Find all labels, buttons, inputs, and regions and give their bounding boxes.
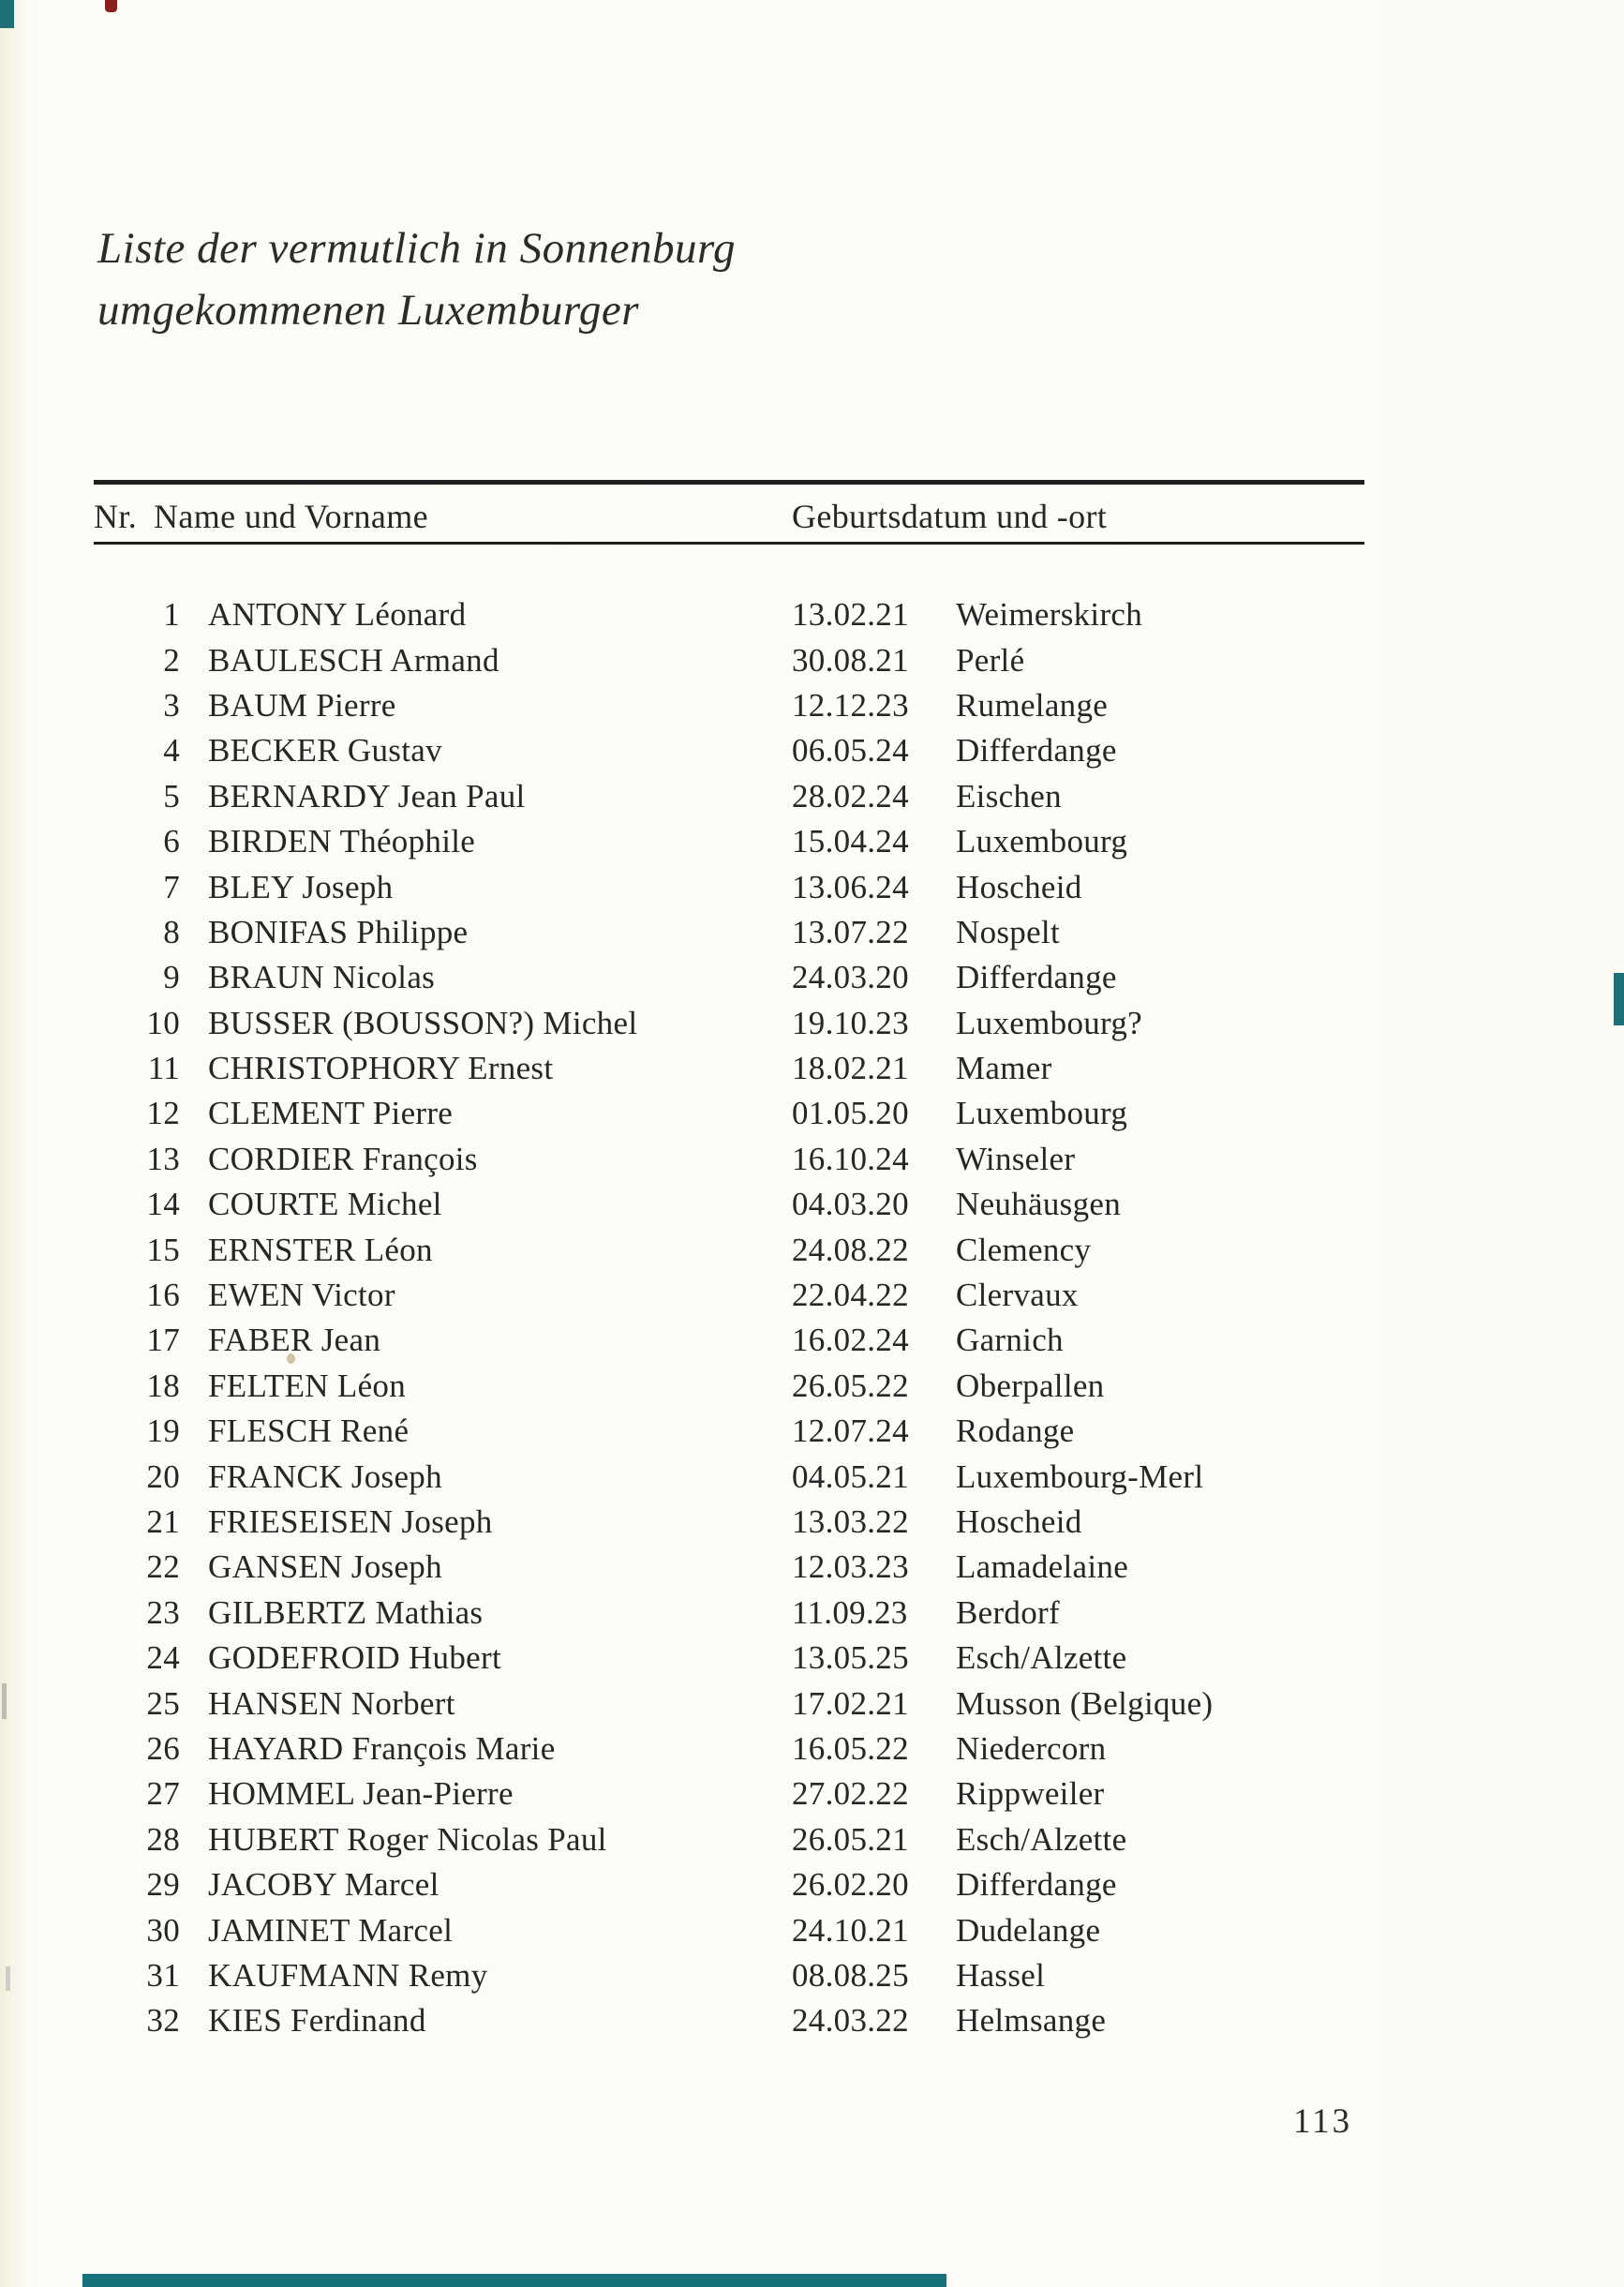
row-number: 32 <box>146 2002 180 2040</box>
row-name: ERNSTER Léon <box>208 1231 433 1268</box>
table-rule-top <box>94 480 1364 485</box>
row-birthplace: Rippweiler <box>956 1775 1105 1813</box>
table-row <box>94 1318 1364 1363</box>
row-birthdate: 30.08.21 <box>792 641 909 679</box>
row-birthplace: Garnich <box>956 1322 1064 1359</box>
scan-artifact-red-speck <box>105 0 117 12</box>
row-name: BERNARDY Jean Paul <box>208 777 526 815</box>
row-birthdate: 26.02.20 <box>792 1866 909 1904</box>
row-number: 7 <box>163 868 180 905</box>
row-number: 22 <box>146 1548 180 1586</box>
scan-artifact-left-gray <box>2 1683 7 1719</box>
table-row <box>94 1001 1364 1046</box>
page-number: 113 <box>1293 2102 1353 2141</box>
row-birthdate: 24.03.20 <box>792 959 909 996</box>
row-name: CHRISTOPHORY Ernest <box>208 1050 554 1087</box>
row-number: 21 <box>146 1503 180 1540</box>
row-name: BAULESCH Armand <box>208 641 499 679</box>
row-birthdate: 16.10.24 <box>792 1140 909 1177</box>
row-number: 23 <box>146 1593 180 1631</box>
row-birthplace: Esch/Alzette <box>956 1639 1127 1677</box>
table-row <box>94 1182 1364 1227</box>
table-row <box>94 1454 1364 1499</box>
row-number: 20 <box>146 1457 180 1495</box>
row-birthplace: Hoscheid <box>956 868 1082 905</box>
row-number: 31 <box>146 1956 180 1994</box>
row-name: EWEN Victor <box>208 1277 395 1314</box>
row-birthplace: Esch/Alzette <box>956 1820 1127 1858</box>
row-number: 12 <box>146 1095 180 1132</box>
table-row <box>94 910 1364 955</box>
row-number: 4 <box>163 732 180 770</box>
table-row <box>94 1726 1364 1771</box>
row-name: HOMMEL Jean-Pierre <box>208 1775 514 1813</box>
row-birthplace: Berdorf <box>956 1593 1060 1631</box>
table-row <box>94 1817 1364 1862</box>
column-header-nr: Nr. <box>94 498 138 535</box>
row-name: KAUFMANN Remy <box>208 1956 488 1994</box>
row-birthplace: Perlé <box>956 641 1025 679</box>
row-number: 6 <box>163 823 180 860</box>
row-number: 24 <box>146 1639 180 1677</box>
scan-artifact-bottom-teal-band <box>82 2274 946 2287</box>
row-birthplace: Dudelange <box>956 1911 1101 1949</box>
row-birthdate: 24.03.22 <box>792 2002 909 2040</box>
table-row <box>94 637 1364 682</box>
table-row <box>94 1227 1364 1272</box>
row-birthplace: Hassel <box>956 1956 1046 1994</box>
row-name: HUBERT Roger Nicolas Paul <box>208 1820 607 1858</box>
row-birthdate: 13.03.22 <box>792 1503 909 1540</box>
row-birthdate: 13.07.22 <box>792 913 909 950</box>
row-birthplace: Oberpallen <box>956 1367 1105 1404</box>
row-birthdate: 12.03.23 <box>792 1548 909 1586</box>
table-header-row <box>94 495 1364 538</box>
row-name: GILBERTZ Mathias <box>208 1593 484 1631</box>
row-number: 1 <box>163 596 180 634</box>
row-number: 26 <box>146 1729 180 1767</box>
table-row <box>94 592 1364 637</box>
row-number: 14 <box>146 1186 180 1223</box>
row-birthdate: 01.05.20 <box>792 1095 909 1132</box>
row-birthplace: Luxembourg <box>956 1095 1128 1132</box>
table-row <box>94 1500 1364 1545</box>
table-row <box>94 1681 1364 1726</box>
row-number: 25 <box>146 1684 180 1722</box>
row-name: FRANCK Joseph <box>208 1457 442 1495</box>
row-birthplace: Differdange <box>956 1866 1117 1904</box>
table-row <box>94 1907 1364 1952</box>
row-name: GODEFROID Hubert <box>208 1639 501 1677</box>
row-birthdate: 04.05.21 <box>792 1457 909 1495</box>
row-birthdate: 13.06.24 <box>792 868 909 905</box>
row-name: CORDIER François <box>208 1140 478 1177</box>
table-row <box>94 1091 1364 1136</box>
table-row <box>94 1636 1364 1681</box>
row-name: JAMINET Marcel <box>208 1911 454 1949</box>
row-name: BAUM Pierre <box>208 686 396 724</box>
table-row <box>94 864 1364 909</box>
row-name: BLEY Joseph <box>208 868 394 905</box>
row-birthdate: 13.05.25 <box>792 1639 909 1677</box>
row-number: 13 <box>146 1140 180 1177</box>
row-birthdate: 22.04.22 <box>792 1277 909 1314</box>
table-row <box>94 728 1364 773</box>
row-birthplace: Helmsange <box>956 2002 1107 2040</box>
row-birthplace: Neuhäusgen <box>956 1186 1122 1223</box>
scan-artifact-left-gray <box>6 1966 10 1991</box>
row-name: FELTEN Léon <box>208 1367 407 1404</box>
row-birthdate: 24.08.22 <box>792 1231 909 1268</box>
row-birthplace: Luxembourg <box>956 823 1128 860</box>
row-name: FRIESEISEN Joseph <box>208 1503 493 1540</box>
row-birthdate: 19.10.23 <box>792 1004 909 1041</box>
row-number: 5 <box>163 777 180 815</box>
row-birthplace: Clemency <box>956 1231 1092 1268</box>
row-name: COURTE Michel <box>208 1186 442 1223</box>
row-birthdate: 16.05.22 <box>792 1729 909 1767</box>
row-birthplace: Rumelange <box>956 686 1109 724</box>
table-row <box>94 955 1364 1000</box>
table-row <box>94 1273 1364 1318</box>
page-title-line1: Liste der vermutlich in Sonnenburg <box>97 224 737 273</box>
row-name: HAYARD François Marie <box>208 1729 556 1767</box>
row-birthplace: Luxembourg? <box>956 1004 1142 1041</box>
row-birthdate: 06.05.24 <box>792 732 909 770</box>
row-birthdate: 26.05.22 <box>792 1367 909 1404</box>
page-title <box>97 217 736 341</box>
row-number: 19 <box>146 1413 180 1450</box>
row-birthplace: Nospelt <box>956 913 1060 950</box>
row-birthplace: Eischen <box>956 777 1062 815</box>
row-birthplace: Winseler <box>956 1140 1076 1177</box>
row-number: 9 <box>163 959 180 996</box>
row-birthdate: 08.08.25 <box>792 1956 909 1994</box>
row-birthplace: Differdange <box>956 732 1117 770</box>
column-header-birthdate: Geburtsdatum und -ort <box>792 498 1108 535</box>
row-birthplace: Hoscheid <box>956 1503 1082 1540</box>
row-birthplace: Weimerskirch <box>956 596 1143 634</box>
row-number: 17 <box>146 1322 180 1359</box>
row-birthplace: Lamadelaine <box>956 1548 1129 1586</box>
row-birthplace: Clervaux <box>956 1277 1079 1314</box>
row-number: 28 <box>146 1820 180 1858</box>
row-birthdate: 24.10.21 <box>792 1911 909 1949</box>
table-row <box>94 1409 1364 1454</box>
row-name: KIES Ferdinand <box>208 2002 426 2040</box>
row-name: CLEMENT Pierre <box>208 1095 454 1132</box>
row-number: 3 <box>163 686 180 724</box>
table-row <box>94 1364 1364 1409</box>
table-row <box>94 1998 1364 2043</box>
row-birthdate: 15.04.24 <box>792 823 909 860</box>
page-title-line2: umgekommenen Luxemburger <box>97 286 640 335</box>
table-row <box>94 819 1364 864</box>
row-number: 16 <box>146 1277 180 1314</box>
column-header-name: Name und Vorname <box>154 498 429 535</box>
row-birthplace: Differdange <box>956 959 1117 996</box>
row-birthdate: 12.07.24 <box>792 1413 909 1450</box>
row-name: ANTONY Léonard <box>208 596 467 634</box>
row-number: 18 <box>146 1367 180 1404</box>
row-birthdate: 26.05.21 <box>792 1820 909 1858</box>
row-birthdate: 17.02.21 <box>792 1684 909 1722</box>
table-row <box>94 1862 1364 1907</box>
table-row <box>94 1046 1364 1091</box>
row-birthdate: 12.12.23 <box>792 686 909 724</box>
row-birthdate: 04.03.20 <box>792 1186 909 1223</box>
row-name: BIRDEN Théophile <box>208 823 476 860</box>
row-birthdate: 13.02.21 <box>792 596 909 634</box>
row-birthplace: Rodange <box>956 1413 1075 1450</box>
row-number: 27 <box>146 1775 180 1813</box>
row-number: 10 <box>146 1004 180 1041</box>
row-number: 15 <box>146 1231 180 1268</box>
row-name: BECKER Gustav <box>208 732 442 770</box>
scan-artifact-right-teal <box>1614 973 1624 1025</box>
row-name: BONIFAS Philippe <box>208 913 469 950</box>
table-row <box>94 1771 1364 1816</box>
row-birthplace: Mamer <box>956 1050 1052 1087</box>
row-birthplace: Niedercorn <box>956 1729 1107 1767</box>
table-row <box>94 1591 1364 1636</box>
table-body <box>94 592 1364 2044</box>
row-name: FLESCH René <box>208 1413 410 1450</box>
table-rule-bottom <box>94 542 1364 545</box>
table-row <box>94 1953 1364 1998</box>
row-number: 2 <box>163 641 180 679</box>
scan-artifact-corner-teal <box>0 0 14 28</box>
table-row <box>94 1137 1364 1182</box>
row-birthdate: 18.02.21 <box>792 1050 909 1087</box>
row-name: FABER Jean <box>208 1322 381 1359</box>
row-name: GANSEN Joseph <box>208 1548 442 1586</box>
table-row <box>94 1545 1364 1590</box>
row-birthdate: 28.02.24 <box>792 777 909 815</box>
row-birthplace: Luxembourg-Merl <box>956 1457 1204 1495</box>
row-name: BUSSER (BOUSSON?) Michel <box>208 1004 638 1041</box>
table-row <box>94 774 1364 819</box>
row-birthplace: Musson (Belgique) <box>956 1684 1214 1722</box>
row-number: 11 <box>147 1050 180 1087</box>
row-name: BRAUN Nicolas <box>208 959 436 996</box>
row-birthdate: 11.09.23 <box>792 1593 908 1631</box>
row-birthdate: 16.02.24 <box>792 1322 909 1359</box>
row-number: 8 <box>163 913 180 950</box>
row-name: JACOBY Marcel <box>208 1866 440 1904</box>
row-number: 29 <box>146 1866 180 1904</box>
row-number: 30 <box>146 1911 180 1949</box>
row-name: HANSEN Norbert <box>208 1684 455 1722</box>
table-row <box>94 683 1364 728</box>
row-birthdate: 27.02.22 <box>792 1775 909 1813</box>
